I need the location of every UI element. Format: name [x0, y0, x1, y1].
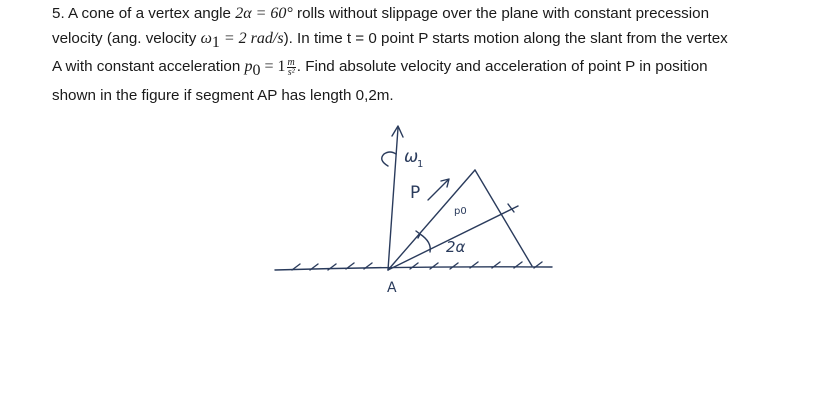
problem-line-1	[52, 2, 822, 27]
units-numerator: m	[287, 56, 295, 68]
p0-label: p0	[454, 206, 467, 217]
units-denominator: s²	[287, 66, 295, 78]
p0-arrow	[428, 180, 448, 200]
point-p-label: P	[410, 183, 421, 203]
problem-text-span: ). In time t = 0 point P starts motion along the slant from the vertex	[283, 29, 728, 47]
problem-line-2	[52, 27, 822, 56]
problem-statement	[52, 2, 822, 108]
angular-velocity-value: = 2 rad/s	[219, 29, 284, 47]
vertex-angle-formula: 2α = 60°	[235, 5, 293, 22]
acceleration-value: = 1	[260, 58, 286, 76]
problem-line-3	[52, 55, 822, 84]
omega-subscript-label: 1	[417, 159, 424, 170]
ground-line	[275, 267, 552, 270]
ground-hatching	[292, 262, 542, 270]
problem-text-span: velocity (ang. velocity	[52, 29, 201, 47]
acceleration-symbol: p	[244, 58, 253, 76]
cone-figure	[270, 118, 560, 298]
omega-label: ω	[404, 147, 419, 167]
angle-label: 2α	[446, 238, 466, 256]
problem-text-span: . Find absolute velocity and acceleration of point P in position	[296, 58, 708, 76]
rotation-arrow	[382, 152, 396, 166]
problem-text-span: 5. A cone of a vertex angle	[52, 5, 236, 22]
units-fraction	[287, 58, 296, 77]
point-a-label: A	[387, 280, 397, 296]
omega-symbol: ω	[200, 29, 212, 47]
acceleration-subscript: 0	[252, 62, 261, 80]
omega-subscript: 1	[211, 33, 220, 51]
problem-text-span: A with constant acceleration	[52, 58, 245, 76]
precession-axis	[388, 128, 398, 270]
problem-line-4: shown in the figure if segment AP has length 0,2m.	[52, 86, 394, 104]
problem-text-span: rolls without slippage over the plane with constant precession	[292, 5, 710, 22]
cone-right-slant	[475, 170, 532, 266]
